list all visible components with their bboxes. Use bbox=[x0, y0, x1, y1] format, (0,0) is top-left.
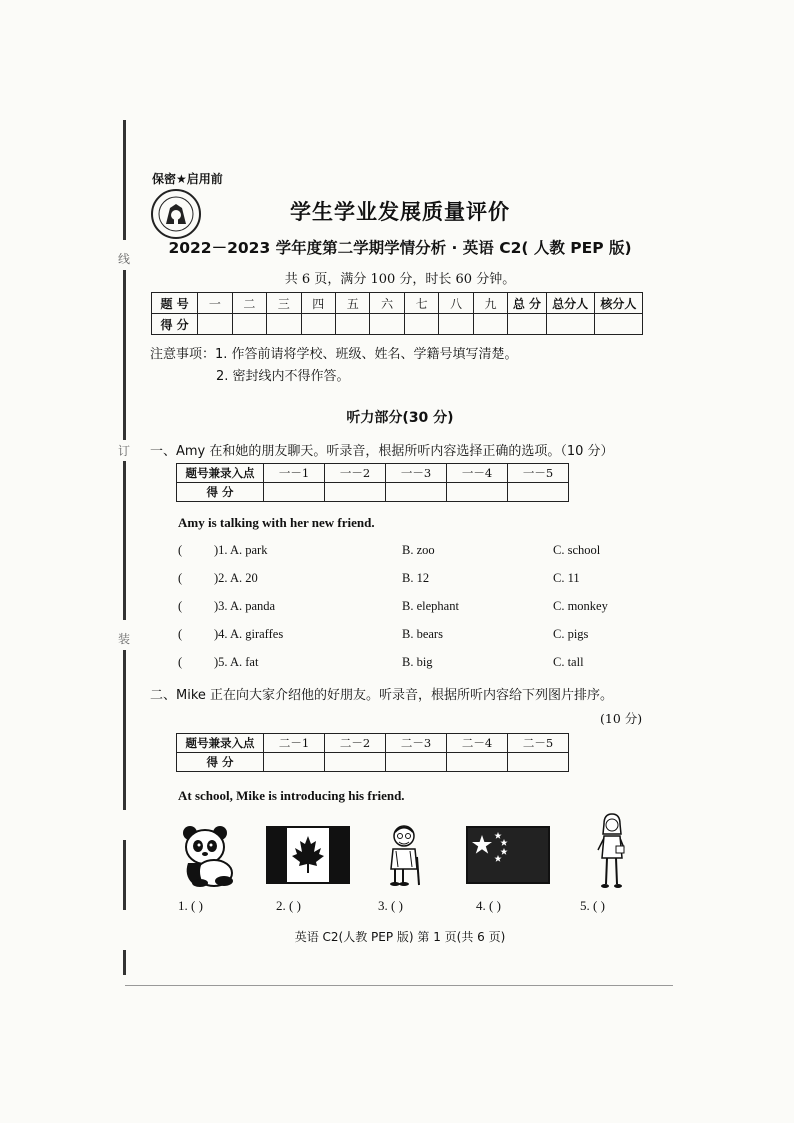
score-cell[interactable] bbox=[301, 314, 335, 335]
score-header-cell: 八 bbox=[439, 293, 473, 314]
record-header-cell: 一－1 bbox=[264, 464, 325, 483]
school-seal-icon bbox=[150, 188, 202, 240]
answer-paren[interactable]: ( bbox=[178, 543, 183, 557]
record-cell[interactable] bbox=[386, 753, 447, 772]
option-a: )2. A. 20 bbox=[214, 571, 258, 585]
score-header-cell: 一 bbox=[198, 293, 232, 314]
score-header-cell: 题 号 bbox=[152, 293, 198, 314]
record-header-cell: 题号兼录入点 bbox=[177, 734, 264, 753]
option-c: C. 11 bbox=[553, 571, 580, 585]
section-title: 听力部分(30 分) bbox=[346, 410, 454, 426]
answer-paren[interactable]: ( bbox=[178, 599, 183, 613]
exam-info: 共 6 页，满分 100 分，时长 60 分钟。 bbox=[284, 272, 516, 287]
notes bbox=[150, 344, 518, 388]
record-cell[interactable] bbox=[325, 753, 386, 772]
picture-answer[interactable]: 3. ( ) bbox=[378, 898, 403, 913]
score-cell[interactable] bbox=[335, 314, 369, 335]
record-cell[interactable] bbox=[447, 483, 508, 502]
score-cell[interactable] bbox=[198, 314, 232, 335]
option-b: B. big bbox=[402, 655, 433, 669]
binding-line bbox=[123, 270, 126, 440]
secret-label: 保密★启用前 bbox=[152, 172, 223, 186]
notes-line: 注意事项：1. 作答前请将学校、班级、姓名、学籍号填写清楚。 bbox=[150, 347, 518, 362]
option-c: C. school bbox=[553, 543, 601, 557]
record-cell[interactable] bbox=[264, 753, 325, 772]
picture-answer[interactable]: 4. ( ) bbox=[476, 898, 501, 913]
score-cell[interactable] bbox=[404, 314, 438, 335]
canada-flag-icon bbox=[266, 826, 350, 884]
score-header-cell: 核分人 bbox=[594, 293, 642, 314]
q2-points: (10 分) bbox=[600, 711, 643, 726]
q2-heading: 二、Mike 正在向大家介绍他的好朋友。听录音，根据所听内容给下列图片排序。 bbox=[150, 688, 614, 703]
record-header-cell: 题号兼录入点 bbox=[177, 464, 264, 483]
china-flag-icon bbox=[466, 826, 550, 884]
score-header-cell: 四 bbox=[301, 293, 335, 314]
record-header-cell: 二－5 bbox=[508, 734, 569, 753]
score-header-cell: 二 bbox=[232, 293, 266, 314]
score-cell[interactable] bbox=[473, 314, 507, 335]
binding-line bbox=[123, 840, 126, 910]
record-header-cell: 二－1 bbox=[264, 734, 325, 753]
page-title: 学生学业发展质量评价 bbox=[290, 200, 510, 224]
record-header-cell: 一－3 bbox=[386, 464, 447, 483]
q1-heading: 一、Amy 在和她的朋友聊天。听录音，根据所听内容选择正确的选项。（10 分） bbox=[150, 444, 614, 459]
record-cell[interactable] bbox=[508, 483, 569, 502]
record-cell[interactable] bbox=[447, 753, 508, 772]
score-cell[interactable] bbox=[594, 314, 642, 335]
score-cell[interactable] bbox=[370, 314, 404, 335]
picture-answer[interactable]: 2. ( ) bbox=[276, 898, 301, 913]
binding-char: 订 bbox=[118, 440, 130, 461]
option-a: )4. A. giraffes bbox=[214, 627, 284, 641]
page-subtitle: 2022－2023 学年度第二学期学情分析 · 英语 C2( 人教 PEP 版) bbox=[168, 239, 632, 257]
divider bbox=[125, 985, 673, 986]
score-cell[interactable] bbox=[546, 314, 594, 335]
record-header-cell: 一－4 bbox=[447, 464, 508, 483]
score-header-cell: 九 bbox=[473, 293, 507, 314]
record-header-cell: 二－4 bbox=[447, 734, 508, 753]
question-item bbox=[178, 571, 648, 589]
score-cell[interactable] bbox=[232, 314, 266, 335]
answer-paren[interactable]: ( bbox=[178, 571, 183, 585]
score-header-cell: 三 bbox=[267, 293, 301, 314]
q2-intro: At school, Mike is introducing his friend. bbox=[178, 788, 405, 803]
score-cell[interactable] bbox=[267, 314, 301, 335]
record-cell[interactable] bbox=[325, 483, 386, 502]
option-b: B. bears bbox=[402, 627, 443, 641]
option-b: B. elephant bbox=[402, 599, 459, 613]
binding-char: 装 bbox=[118, 628, 130, 649]
option-a: )3. A. panda bbox=[214, 599, 276, 613]
record-header-cell: 二－3 bbox=[386, 734, 447, 753]
score-header-cell: 总分人 bbox=[546, 293, 594, 314]
option-a: )5. A. fat bbox=[214, 655, 259, 669]
picture-answer[interactable]: 1. ( ) bbox=[178, 898, 203, 913]
option-c: C. tall bbox=[553, 655, 584, 669]
score-header-cell: 五 bbox=[335, 293, 369, 314]
question-item bbox=[178, 599, 648, 617]
binding-line bbox=[123, 950, 126, 975]
q1-intro: Amy is talking with her new friend. bbox=[178, 515, 375, 530]
page-footer: 英语 C2(人教 PEP 版) 第 1 页(共 6 页) bbox=[294, 930, 506, 944]
score-row-label: 得 分 bbox=[152, 314, 198, 335]
picture-answer[interactable]: 5. ( ) bbox=[580, 898, 605, 913]
answer-paren[interactable]: ( bbox=[178, 655, 183, 669]
option-b: B. zoo bbox=[402, 543, 435, 557]
question-item bbox=[178, 627, 648, 645]
record-header-cell: 二－2 bbox=[325, 734, 386, 753]
binding-line bbox=[123, 650, 126, 810]
panda-icon bbox=[180, 823, 236, 887]
answer-paren[interactable]: ( bbox=[178, 627, 183, 641]
binding-line bbox=[123, 120, 126, 240]
q1-record-table bbox=[176, 463, 569, 502]
option-b: B. 12 bbox=[402, 571, 430, 585]
score-table bbox=[151, 292, 643, 335]
record-cell[interactable] bbox=[508, 753, 569, 772]
question-item bbox=[178, 655, 648, 673]
grandpa-icon bbox=[384, 823, 428, 887]
score-header-cell: 总 分 bbox=[508, 293, 546, 314]
score-cell[interactable] bbox=[439, 314, 473, 335]
girl-icon bbox=[594, 812, 628, 892]
binding-char: 线 bbox=[118, 248, 130, 269]
score-header-cell: 七 bbox=[404, 293, 438, 314]
record-header-cell: 一－2 bbox=[325, 464, 386, 483]
notes-line: 2. 密封线内不得作答。 bbox=[216, 369, 350, 384]
option-a: )1. A. park bbox=[214, 543, 268, 557]
record-header-cell: 一－5 bbox=[508, 464, 569, 483]
record-row-label: 得 分 bbox=[177, 753, 264, 772]
record-row-label: 得 分 bbox=[177, 483, 264, 502]
binding-line bbox=[123, 460, 126, 620]
score-cell[interactable] bbox=[508, 314, 546, 335]
score-header-cell: 六 bbox=[370, 293, 404, 314]
option-c: C. pigs bbox=[553, 627, 589, 641]
record-cell[interactable] bbox=[264, 483, 325, 502]
option-c: C. monkey bbox=[553, 599, 608, 613]
q2-record-table bbox=[176, 733, 569, 772]
question-item bbox=[178, 543, 648, 561]
record-cell[interactable] bbox=[386, 483, 447, 502]
